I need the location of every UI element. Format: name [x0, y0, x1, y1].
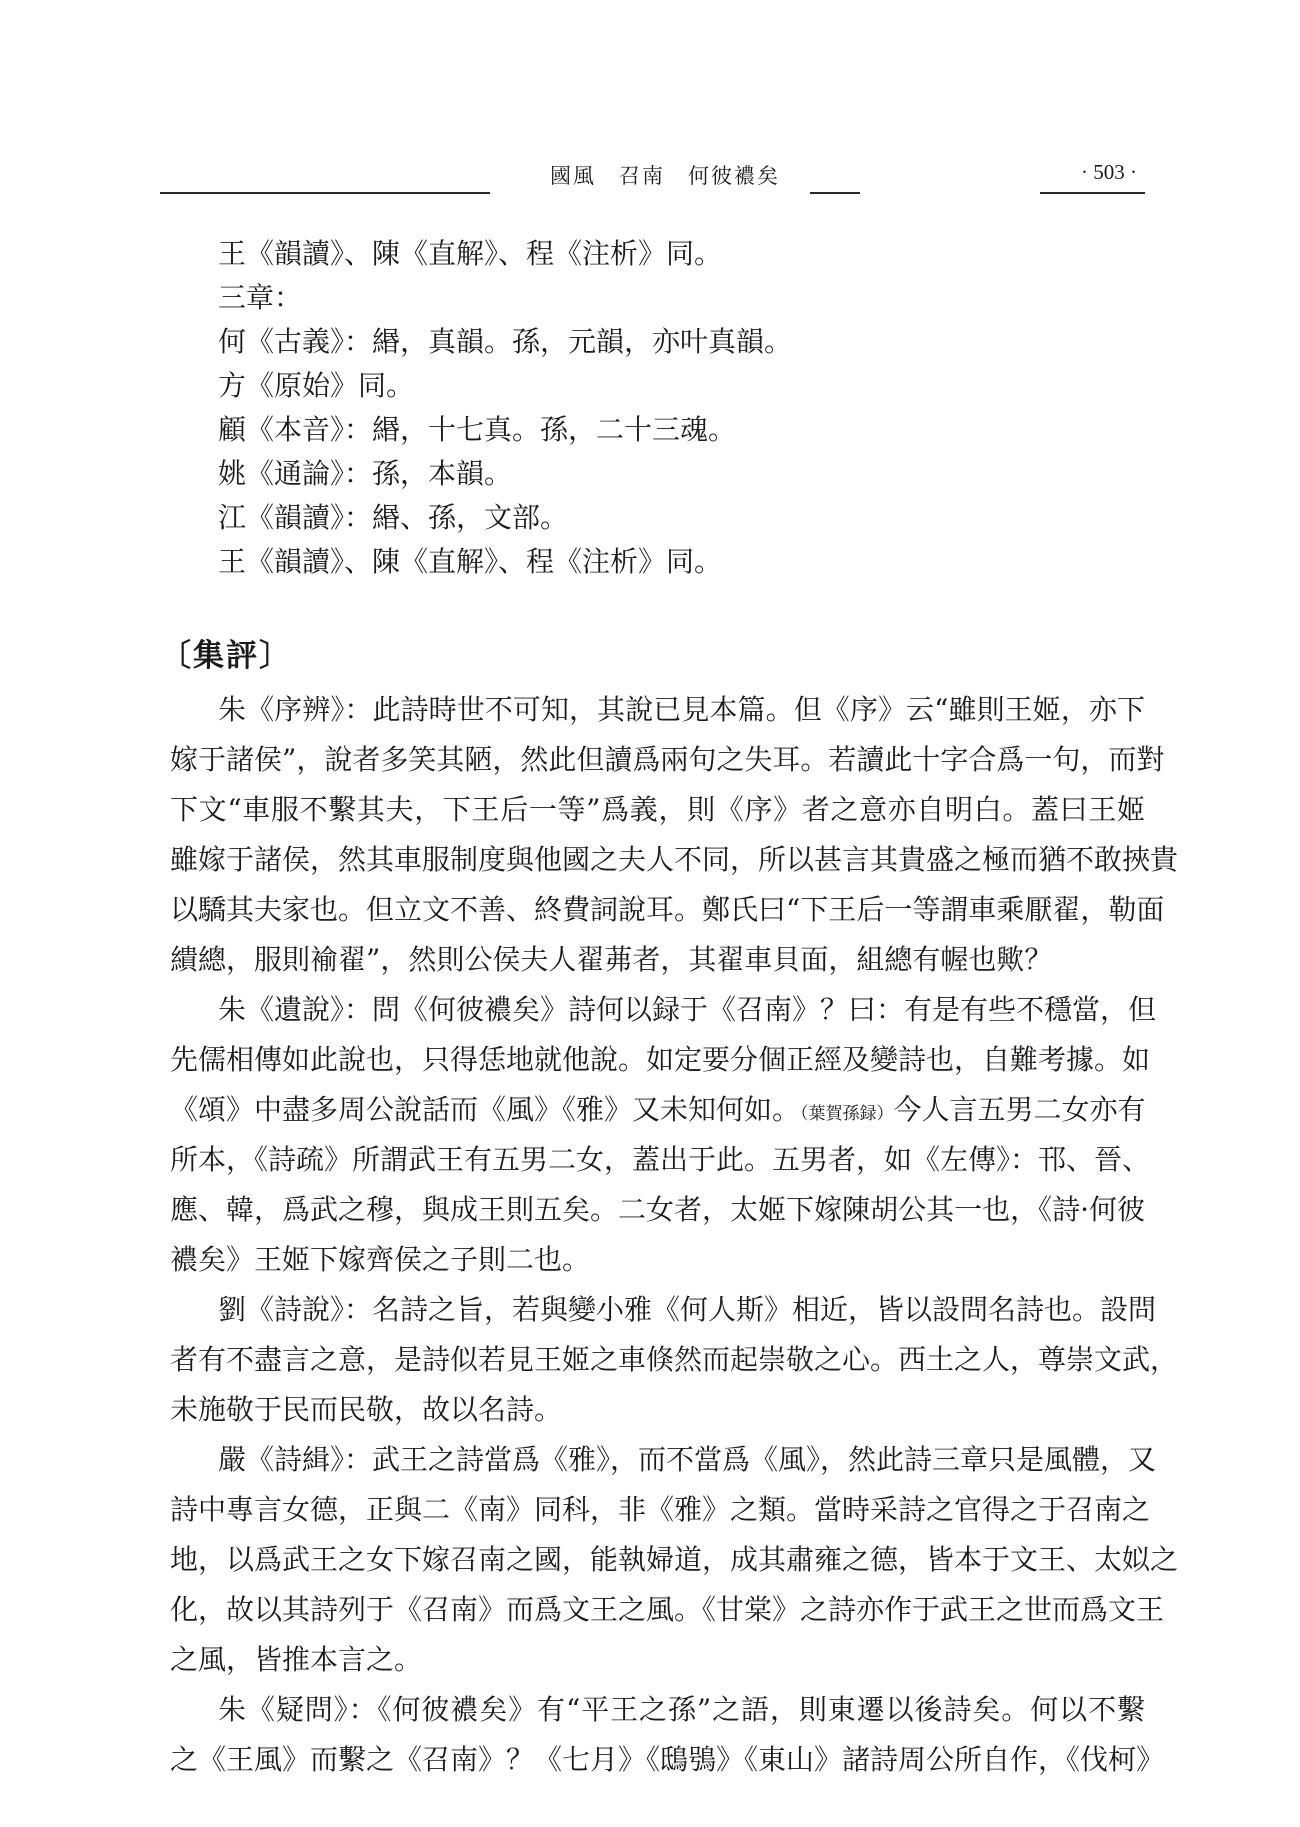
text-line: 所本，《詩疏》所謂武王有五男二女，蓋出于此。五男者，如《左傳》：邗、晉、: [170, 1143, 1151, 1176]
paragraph: [170, 1435, 1179, 1685]
text-segment: 今人言五男二女亦有: [893, 1093, 1146, 1126]
text-line: 地，以爲武王之女下嫁召南之國，能執婦道，成其肅雍之德，皆本于文王、太姒之: [170, 1543, 1179, 1576]
inline-note: （葉賀孫録）: [800, 1104, 894, 1124]
rhyme-line: 王《韻讀》、陳《直解》、程《注析》同。: [218, 237, 723, 270]
text-line: 劉《詩說》：名詩之旨，若與變小雅《何人斯》相近，皆以設問名詩也。設問: [218, 1293, 1157, 1326]
rhyme-line: 顧《本音》：緡，十七真。孫，二十三魂。: [218, 413, 737, 446]
running-head: [160, 160, 1145, 200]
paragraph: [170, 685, 1179, 985]
text-line: 化，故以其詩列于《召南》而爲文王之風。《甘棠》之詩亦作于武王之世而爲文王: [170, 1593, 1165, 1626]
text-line: 繢總，服則褕翟”，然則公侯夫人翟茀者，其翟車貝面，組總有幄也歟？: [170, 943, 1053, 976]
text-line: 朱《疑問》：《何彼襛矣》有“平王之孫”之語，則東遷以後詩矣。何以不繫: [218, 1693, 1145, 1726]
section-heading: 〔集評〕: [160, 638, 292, 674]
header-rule-mid: [810, 192, 860, 194]
text-line: 之《王風》而繫之《召南》？《七月》《鴟鴞》《東山》諸詩周公所自作，《伐柯》: [170, 1743, 1165, 1776]
paragraph: [170, 1685, 1165, 1785]
text-line: 嚴《詩緝》：武王之詩當爲《雅》，而不當爲《風》，然此詩三章只是風體，又: [218, 1443, 1157, 1476]
paragraph: [170, 985, 1157, 1285]
stanza-label: 三章：: [218, 281, 303, 314]
text-line: 者有不盡言之意，是詩似若見王姬之車倏然而起崇敬之心。西土之人，尊崇文武，: [170, 1343, 1179, 1376]
text-line: 下文“車服不繫其夫，下王后一等”爲義，則《序》者之意亦自明白。蓋曰王姬: [170, 793, 1145, 826]
page-number: · 503 ·: [1081, 160, 1137, 184]
text-line: 朱《遺說》：問《何彼襛矣》詩何以録于《召南》？曰：有是有些不穩當，但: [218, 993, 1157, 1026]
text-line: 先儒相傳如此說也，只得恁地就他說。如定要分個正經及變詩也，自難考據。如: [170, 1043, 1151, 1076]
commentary: [170, 685, 1179, 1785]
text-line: 之風，皆推本言之。: [170, 1643, 423, 1676]
rhyme-notes: [218, 232, 1158, 584]
header-rule-left: [160, 192, 490, 194]
text-line: 詩中專言女德，正與二《南》同科，非《雅》之類。當時采詩之官得之于召南之: [170, 1493, 1151, 1526]
text-line: 襛矣》王姬下嫁齊侯之子則二也。: [170, 1243, 591, 1276]
text-line: 嫁于諸侯”，說者多笑其陋，然此但讀爲兩句之失耳。若讀此十字合爲一句，而對: [170, 743, 1165, 776]
rhyme-line: 何《古義》：緡，真韻。孫，元韻，亦叶真韻。: [218, 325, 793, 358]
rhyme-line: 方《原始》同。: [218, 369, 415, 402]
text-line-with-note: [170, 1085, 1145, 1135]
text-line: 雖嫁于諸侯，然其車服制度與他國之夫人不同，所以甚言其貴盛之極而猶不敢挾貴: [170, 843, 1179, 876]
text-segment: 《頌》中盡多周公說話而《風》《雅》又未知何如。: [170, 1093, 801, 1126]
paragraph: [170, 1285, 1179, 1435]
rhyme-line: 江《韻讀》：緡、孫，文部。: [218, 501, 569, 534]
text-line: 應、韓，爲武之穆，與成王則五矣。二女者，太姬下嫁陳胡公其一也，《詩·何彼: [170, 1193, 1145, 1226]
text-line: 以驕其夫家也。但立文不善、終費詞說耳。鄭氏曰“下王后一等謂車乘厭翟，勒面: [170, 893, 1165, 926]
text-line: 朱《序辨》：此詩時世不可知，其說已見本篇。但《序》云“雖則王姬，亦下: [218, 693, 1145, 726]
text-line: 未施敬于民而民敬，故以名詩。: [170, 1393, 563, 1426]
running-title: 國風 召南 何彼襛矣: [550, 164, 780, 188]
rhyme-line: 姚《通論》：孫，本韻。: [218, 457, 513, 490]
rhyme-line: 王《韻讀》、陳《直解》、程《注析》同。: [218, 545, 723, 578]
header-rule-right: [1040, 192, 1145, 194]
